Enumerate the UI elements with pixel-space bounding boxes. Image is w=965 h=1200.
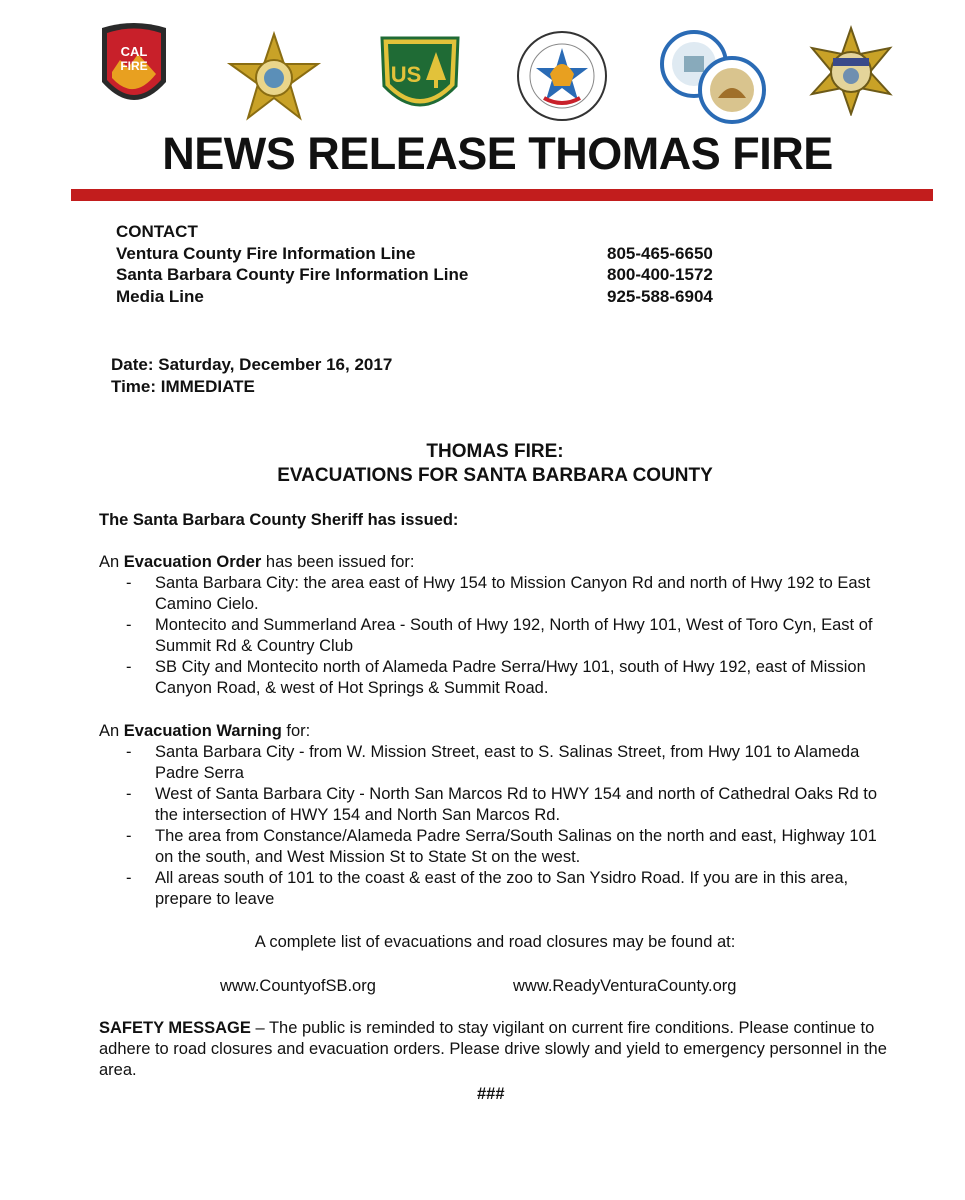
evacuation-warning-intro (99, 721, 899, 742)
forest-service-logo (378, 32, 462, 118)
intro-pre: An (99, 553, 124, 571)
list-item-text: West of Santa Barbara City - North San Marcos Rd to HWY 154 and north of Cathedral Oaks Rd to the intersection of HWY 154 and North San Marcos Rd. (155, 785, 878, 824)
sb-sheriff-badge-logo (226, 30, 322, 126)
evacuation-order-list (99, 573, 899, 699)
list-item (99, 657, 899, 699)
safety-message (99, 1018, 889, 1081)
list-item-text: The area from Constance/Alameda Padre Serra/South Salinas on the north and east, Highway 101 on the south, and West Mission St to State St on the west. (155, 827, 877, 866)
calfire-logo-text-top: CAL (120, 44, 148, 59)
list-item (99, 742, 899, 784)
list-item (99, 784, 899, 826)
safety-message-text: – The public is reminded to stay vigilant on current fire conditions. Please continue to adhere to road closures and evacuation orders. Please drive slowly and yield to emergency personnel in the area. (99, 1019, 887, 1079)
headline-line2: EVACUATIONS FOR SANTA BARBARA COUNTY (277, 465, 713, 486)
countyofsb-link[interactable]: www.CountyofSB.org (220, 977, 376, 995)
contact-row (116, 243, 713, 265)
list-item-text: Santa Barbara City: the area east of Hwy 154 to Mission Canyon Rd and north of Hwy 192 to East Camino Cielo. (155, 574, 871, 613)
intro-pre: An (99, 722, 124, 740)
calfire-logo (98, 22, 170, 112)
end-mark: ### (477, 1085, 505, 1103)
intro-post: for: (281, 722, 311, 740)
contact-label: Media Line (116, 286, 204, 306)
bullet-dash: - (126, 785, 132, 803)
evacuation-order-intro (99, 552, 899, 573)
bullet-dash: - (126, 743, 132, 761)
list-item (99, 573, 899, 615)
release-date: Date: Saturday, December 16, 2017 (111, 355, 393, 374)
contact-heading: CONTACT (116, 222, 198, 241)
bullet-dash: - (126, 616, 132, 634)
forest-service-us-text: US (390, 62, 422, 87)
list-item-text: Montecito and Summerland Area - South of Hwy 192, North of Hwy 101, West of Toro Cyn, East of Summit Rd & Country Club (155, 616, 873, 655)
headline-line1: THOMAS FIRE: (426, 441, 564, 462)
release-date-block (111, 354, 392, 398)
evacuation-warning-section (99, 721, 899, 910)
complete-list-note: A complete list of evacuations and road closures may be found at: (254, 933, 736, 951)
evacuation-order-section (99, 552, 899, 699)
issued-statement: The Santa Barbara County Sheriff has issued: (99, 511, 459, 529)
list-item-text: SB City and Montecito north of Alameda Padre Serra/Hwy 101, south of Hwy 192, east of Mission Canyon Road, & west of Hot Springs & Summit Road. (155, 658, 866, 697)
page-title: NEWS RELEASE THOMAS FIRE (162, 128, 833, 179)
bullet-dash: - (126, 869, 132, 887)
safety-message-label: SAFETY MESSAGE (99, 1019, 251, 1037)
contact-row (116, 264, 713, 286)
calfire-logo-text-bottom: FIRE (120, 59, 148, 73)
contact-label: Ventura County Fire Information Line (116, 243, 416, 263)
evacuation-warning-label: Evacuation Warning (123, 722, 282, 740)
contact-phone: 925-588-6904 (607, 286, 713, 306)
title-divider-bar (71, 189, 933, 201)
contact-block (116, 221, 713, 307)
intro-post: has been issued for: (261, 553, 415, 571)
evacuation-order-label: Evacuation Order (123, 553, 262, 571)
contact-phone: 800-400-1572 (607, 265, 713, 284)
readyventuracounty-link[interactable]: www.ReadyVenturaCounty.org (513, 977, 737, 995)
list-item-text: All areas south of 101 to the coast & east of the zoo to San Ysidro Road. If you are in this area, prepare to leave (155, 869, 849, 908)
release-time: Time: IMMEDIATE (111, 377, 255, 396)
bullet-dash: - (126, 658, 132, 676)
bullet-dash: - (126, 574, 132, 592)
headline (0, 440, 965, 488)
list-item (99, 868, 899, 910)
evacuation-warning-list (99, 742, 899, 910)
bullet-dash: - (126, 827, 132, 845)
contact-phone: 805-465-6650 (607, 243, 713, 263)
list-item (99, 826, 899, 868)
contact-row (116, 286, 713, 308)
ventura-county-fire-logo (514, 28, 610, 124)
list-item (99, 615, 899, 657)
list-item-text: Santa Barbara City - from W. Mission Street, east to S. Salinas Street, from Hwy 101 to Alameda Padre Serra (155, 743, 860, 782)
ventura-sheriff-badge-logo (806, 24, 896, 116)
agency-logos (90, 22, 890, 132)
sb-county-fire-logo (656, 28, 768, 128)
contact-label: Santa Barbara County Fire Information Line (116, 265, 469, 284)
